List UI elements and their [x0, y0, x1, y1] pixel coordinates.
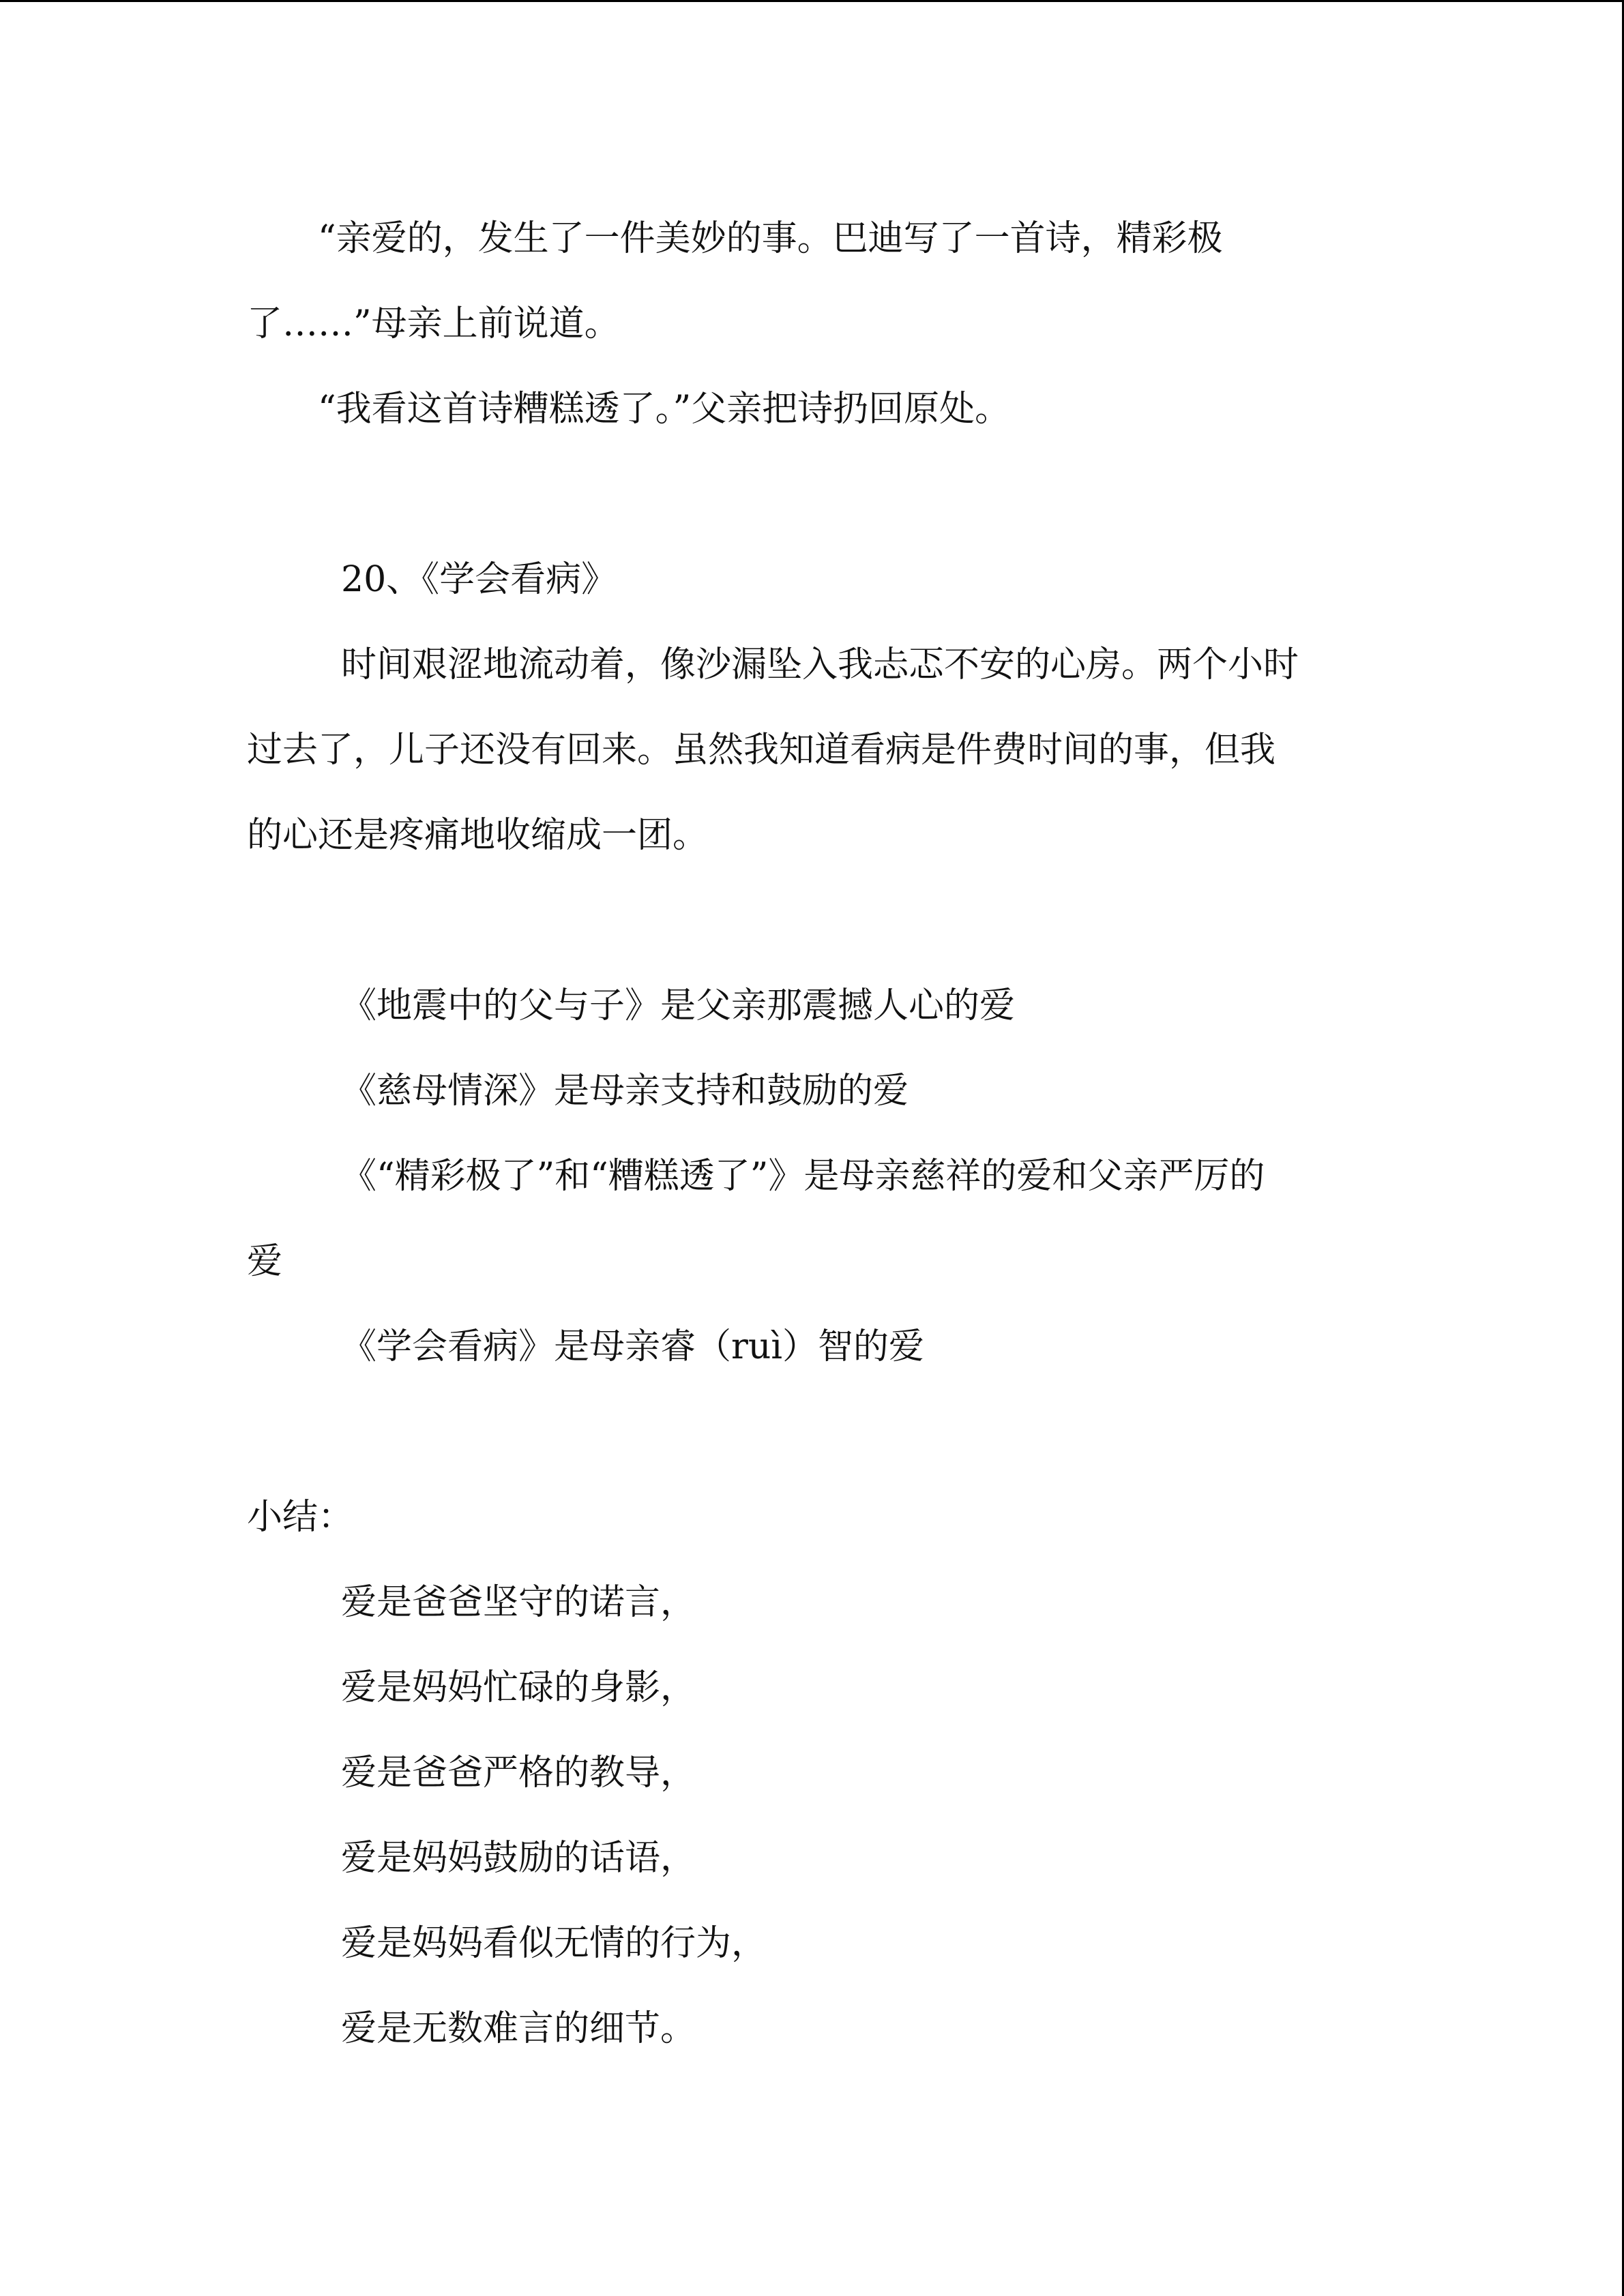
summary-item-3-line-1: 《“精彩极了”和“糟糕透了”》是母亲慈祥的爱和父亲严厉的 [341, 1156, 1265, 1197]
summary-item-3-line-2: 爱 [247, 1241, 283, 1282]
section-paragraph-line-2: 过去了，儿子还没有回来。虽然我知道看病是件费时间的事，但我 [247, 730, 1276, 771]
dialogue-mother-line-1: “亲爱的，发生了一件美妙的事。巴迪写了一首诗，精彩极 [318, 218, 1223, 259]
conclusion-line: 爱是爸爸坚守的诺言， [341, 1582, 696, 1623]
section-paragraph-line-1: 时间艰涩地流动着，像沙漏坠入我忐忑不安的心房。两个小时 [341, 644, 1299, 685]
conclusion-line: 爱是无数难言的细节。 [341, 2008, 696, 2049]
summary-item-1: 《地震中的父与子》是父亲那震撼人心的爱 [341, 985, 1016, 1026]
conclusion-line: 爱是妈妈鼓励的话语， [341, 1838, 696, 1879]
section-heading: 20、《学会看病》 [341, 559, 617, 600]
conclusion-label: 小结： [247, 1497, 354, 1538]
summary-item-4: 《学会看病》是母亲睿（ruì）智的爱 [341, 1326, 924, 1367]
dialogue-mother-line-2: 了……”母亲上前说道。 [247, 303, 620, 344]
conclusion-line: 爱是爸爸严格的教导， [341, 1753, 696, 1793]
conclusion-line: 爱是妈妈看似无情的行为， [341, 1923, 767, 1964]
summary-item-2: 《慈母情深》是母亲支持和鼓励的爱 [341, 1071, 909, 1112]
section-paragraph-line-3: 的心还是疼痛地收缩成一团。 [247, 815, 709, 856]
page-top-border [0, 0, 1624, 2]
conclusion-line: 爱是妈妈忙碌的身影， [341, 1667, 696, 1708]
dialogue-father-line: “我看这首诗糟糕透了。”父亲把诗扔回原处。 [318, 389, 1011, 430]
